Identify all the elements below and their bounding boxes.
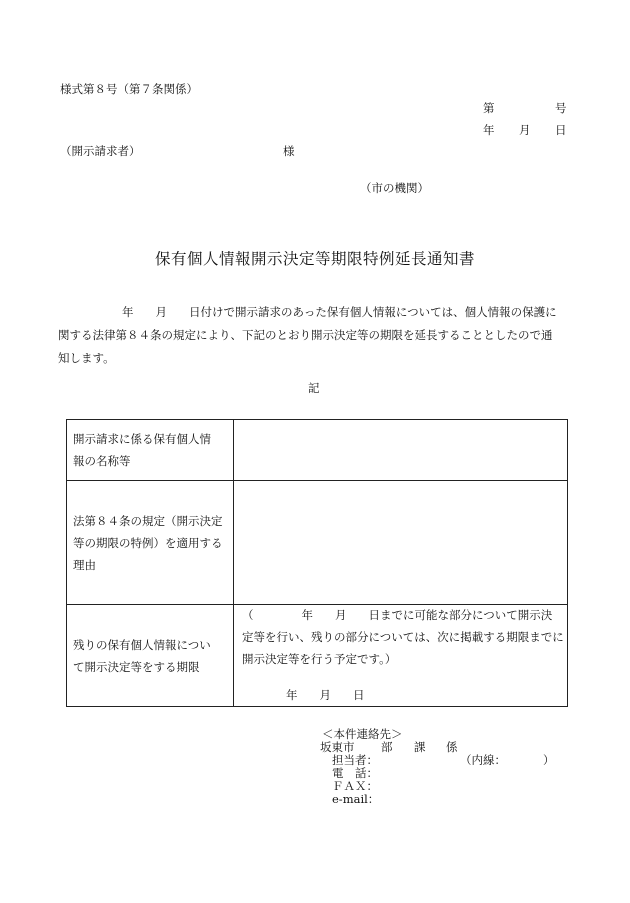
- row-value-info-name[interactable]: [234, 420, 568, 481]
- deadline-final-date: [286, 684, 365, 706]
- ki-label: 記: [308, 381, 320, 395]
- row-label-info-name: [67, 420, 234, 481]
- requester-label: （開示請求者）: [60, 144, 141, 158]
- table-row: [67, 481, 568, 605]
- deadline-final-day: 日: [353, 688, 365, 702]
- body-line-3: 知します。: [58, 351, 115, 365]
- row2-label-line1: 法第８４条の規定（開示決定: [73, 513, 223, 528]
- doc-number-suffix: 号: [555, 101, 567, 115]
- issue-date-year: 年: [483, 123, 495, 137]
- issue-date-day: 日: [555, 123, 567, 137]
- row2-label-line2: 等の期限の特例）を適用する: [73, 535, 223, 550]
- form-number: 様式第８号（第７条関係）: [60, 82, 198, 96]
- deadline-partial-month: 月: [335, 608, 347, 622]
- contact-ext-close: ）: [543, 753, 555, 767]
- doc-number-prefix: 第: [483, 101, 495, 115]
- deadline-line-2: 定等を行い、残りの部分については、次に掲載する期限までに: [242, 630, 564, 644]
- contact-email-label: e-mail：: [332, 792, 380, 806]
- contact-ext-label: （内線：: [460, 753, 506, 767]
- requester-honorific: 様: [283, 144, 295, 158]
- deadline-line-1: [242, 604, 552, 626]
- contact-heading: ＜本件連絡先＞: [322, 727, 403, 741]
- deadline-final-month: 月: [319, 688, 331, 702]
- row-value-reason[interactable]: [234, 481, 568, 605]
- row-label-deadline: [67, 605, 234, 707]
- body-year: 年: [122, 305, 134, 319]
- contact-org-section: 課: [414, 740, 426, 754]
- deadline-line-1-text: 日までに可能な部分について開示決: [368, 608, 553, 622]
- deadline-line-3: 開示決定等を行う予定です。）: [242, 652, 397, 666]
- contact-org-city: 坂東市: [320, 740, 355, 754]
- contact-fax-label: ＦＡＸ：: [332, 779, 378, 793]
- row3-label-line1: 残りの保有個人情報につい: [73, 637, 211, 652]
- table-row: [67, 420, 568, 481]
- contact-org-dept: 部: [381, 740, 393, 754]
- deadline-final-year: 年: [286, 688, 298, 702]
- row2-label-line3: 理由: [73, 557, 96, 572]
- deadline-paren: （: [242, 608, 254, 622]
- issue-date-month: 月: [519, 123, 531, 137]
- body-paragraph: [58, 301, 578, 370]
- body-line-1: [58, 301, 578, 324]
- body-line-2: 関する法律第８４条の規定により、下記のとおり開示決定等の期限を延長することとしたので通: [58, 328, 553, 342]
- row3-label-line2: て開示決定等をする期限: [73, 659, 200, 674]
- details-table: [66, 419, 568, 707]
- contact-phone-label: 電 話：: [332, 766, 378, 780]
- row1-label-line2: 報の名称等: [73, 454, 131, 468]
- table-row: [67, 605, 568, 707]
- contact-org-unit: 係: [446, 740, 458, 754]
- row-value-deadline[interactable]: [234, 605, 568, 707]
- body-month: 月: [155, 305, 167, 319]
- contact-person-label: 担当者：: [332, 753, 378, 767]
- row-label-reason: [67, 481, 234, 605]
- row1-label-line1: 開示請求に係る保有個人情: [73, 432, 211, 446]
- issuer-label: （市の機関）: [360, 181, 429, 195]
- body-line-1-text: 日付けで開示請求のあった保有個人情報については、個人情報の保護に: [189, 305, 557, 319]
- document-title: 保有個人情報開示決定等期限特例延長通知書: [154, 250, 475, 268]
- deadline-partial-year: 年: [301, 608, 313, 622]
